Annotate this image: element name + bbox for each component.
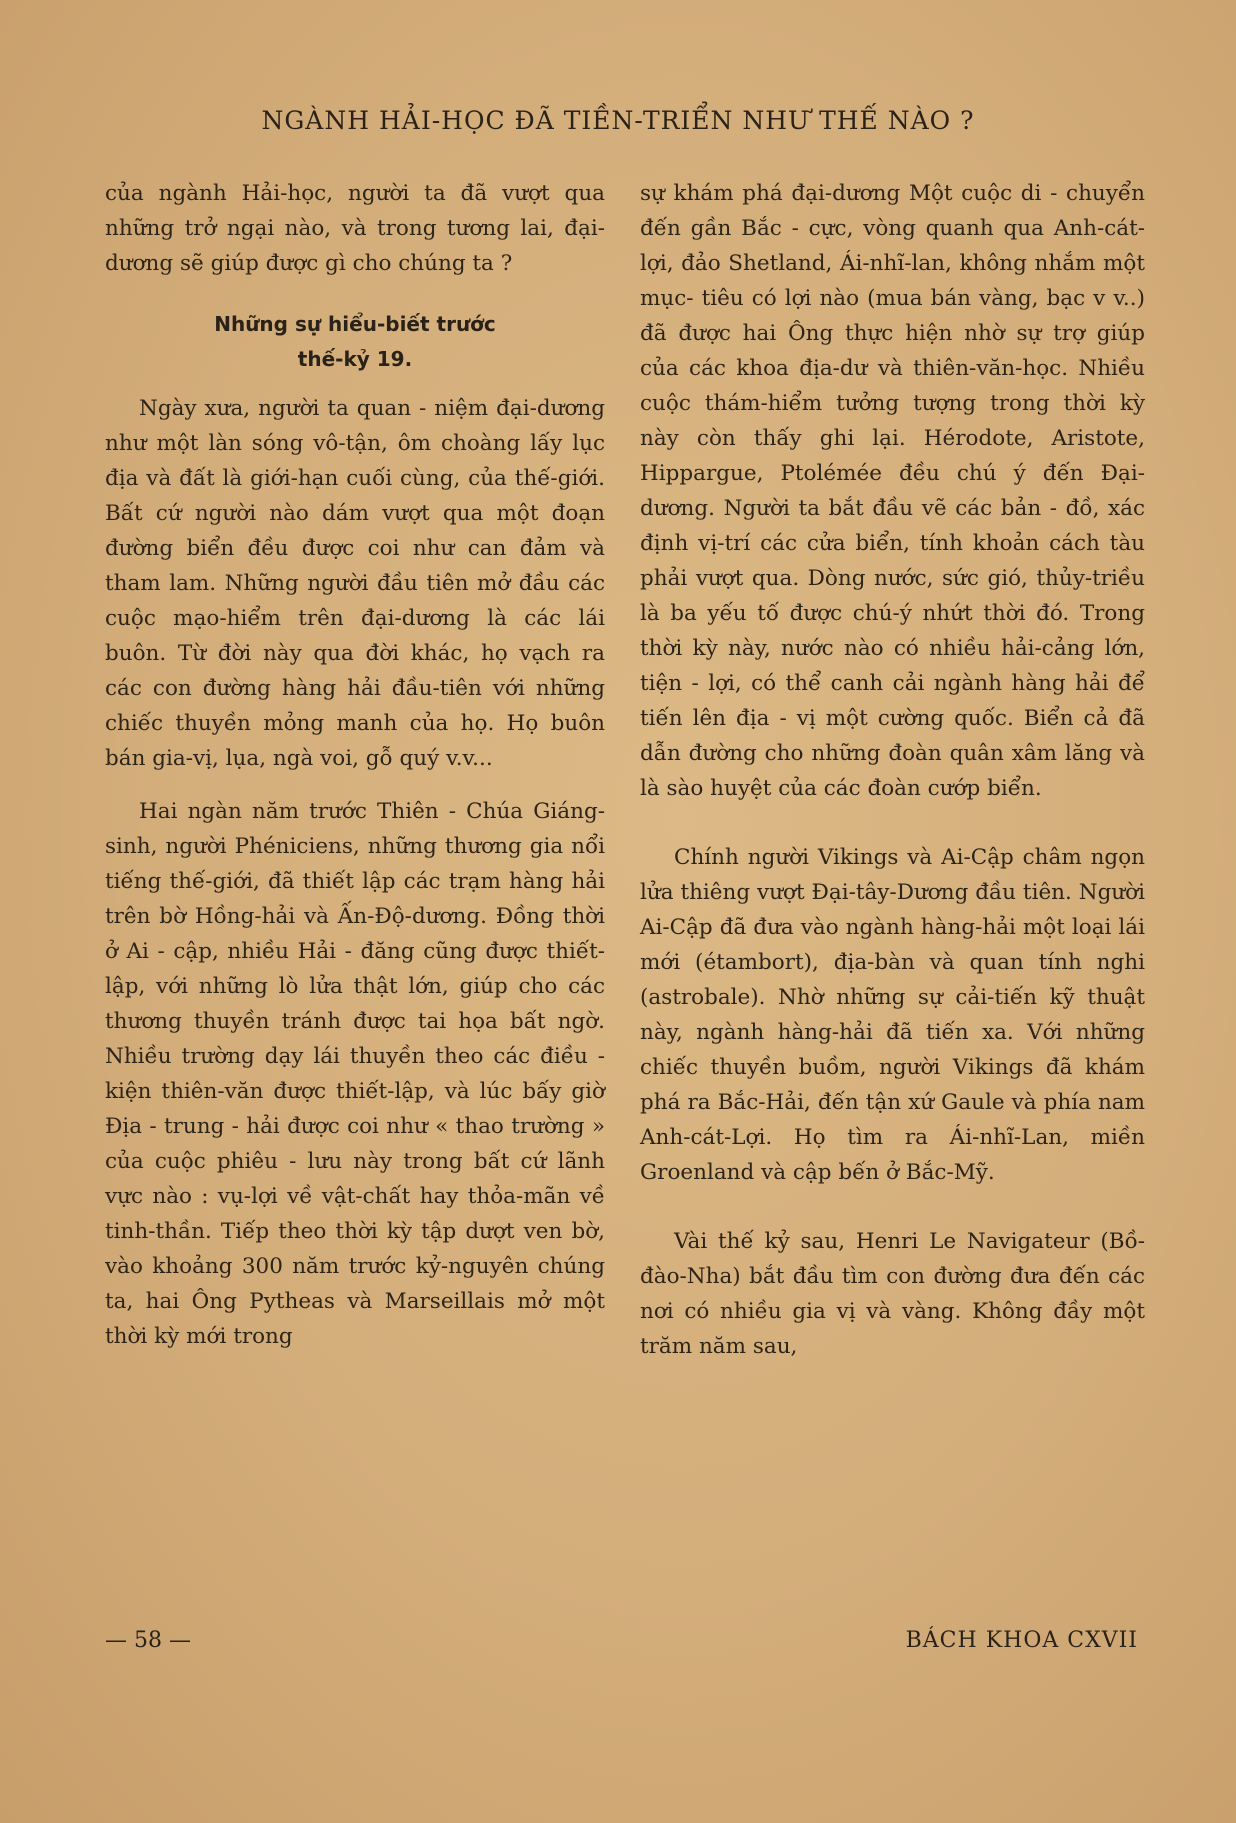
page-number: — 58 — — [105, 1628, 191, 1653]
publication-name: BÁCH KHOA CXVII — [905, 1628, 1138, 1653]
subheading-line-1: Những sự hiểu-biết trước — [214, 312, 496, 336]
right-column — [640, 176, 1145, 1364]
left-column — [105, 176, 605, 1354]
body-paragraph: Vài thế kỷ sau, Henri Le Navigateur (Bồ-đào-Nha) bắt đầu tìm con đường đưa đến các nơi có nhiều gia vị và vàng. Không đầy một trăm năm sau, — [640, 1229, 1145, 1359]
body-paragraph: Ngày xưa, người ta quan - niệm đại-dương như một làn sóng vô-tận, ôm choàng lấy lục địa và đất là giới-hạn cuối cùng, của thế-giới. Bất cứ người nào dám vượt qua một đoạn đường biển đều được coi như can đảm và tham lam. Những người đầu tiên mở đầu các cuộc mạo-hiểm trên đại-dương là các lái buôn. Từ đời này qua đời khác, họ vạch ra các con đường hàng hải đầu-tiên với những chiếc thuyền mỏng manh của họ. Họ buôn bán gia-vị, lụa, ngà voi, gỗ quý v.v... — [105, 396, 605, 771]
section-subheading — [105, 307, 605, 377]
body-paragraph: Chính người Vikings và Ai-Cập châm ngọn lửa thiêng vượt Đại-tây-Dương đầu tiên. Người Ai-Cập đã đưa vào ngành hàng-hải một loại lái mới (étambort), địa-bàn và quan tính nghi (astrobale). Nhờ những sự cải-tiến kỹ thuật này, ngành hàng-hải đã tiến xa. Với những chiếc thuyền buồm, người Vikings đã khám phá ra Bắc-Hải, đến tận xứ Gaule và phía nam Anh-cát-Lợi. Họ tìm ra Ái-nhĩ-Lan, miền Groenland và cập bến ở Bắc-Mỹ. — [640, 845, 1145, 1185]
intro-paragraph: của ngành Hải-học, người ta đã vượt qua những trở ngại nào, và trong tương lai, đại-dương sẽ giúp được gì cho chúng ta ? — [105, 181, 605, 276]
subheading-line-2: thế-kỷ 19. — [297, 347, 413, 371]
body-paragraph: Hai ngàn năm trước Thiên - Chúa Giáng-sinh, người Phéniciens, những thương gia nổi tiếng thế-giới, đã thiết lập các trạm hàng hải trên bờ Hồng-hải và Ấn-Độ-dương. Đồng thời ở Ai - cập, nhiều Hải - đăng cũng được thiết-lập, với những lò lửa thật lớn, giúp cho các thương thuyền tránh được tai họa bất ngờ. Nhiều trường dạy lái thuyền theo các điều - kiện thiên-văn được thiết-lập, và lúc bấy giờ Địa - trung - hải được coi như « thao trường » của cuộc phiêu - lưu này trong bất cứ lãnh vực nào : vụ-lợi về vật-chất hay thỏa-mãn về tinh-thần. Tiếp theo thời kỳ tập dượt ven bờ, vào khoảng 300 năm trước kỷ-nguyên chúng ta, hai Ông Pytheas và Marseillais mở một thời kỳ mới trong — [105, 799, 605, 1349]
body-paragraph: sự khám phá đại-dương Một cuộc di - chuyển đến gần Bắc - cực, vòng quanh qua Anh-cát-lợi, đảo Shetland, Ái-nhĩ-lan, không nhắm một mục- tiêu có lợi nào (mua bán vàng, bạc v v..) đã được hai Ông thực hiện nhờ sự trợ giúp của các khoa địa-dư và thiên-văn-học. Nhiều cuộc thám-hiểm tưởng tượng trong thời kỳ này còn thấy ghi lại. Hérodote, Aristote, Hippargue, Ptolémée đều chú ý đến Đại-dương. Người ta bắt đầu vẽ các bản - đồ, xác định vị-trí các cửa biển, tính khoản cách tàu phải vượt qua. Dòng nước, sức gió, thủy-triều là ba yếu tố được chú-ý nhứt thời đó. Trong thời kỳ này, nước nào có nhiều hải-cảng lớn, tiện - lợi, có thể canh cải ngành hàng hải để tiến lên địa - vị một cường quốc. Biển cả đã dẫn đường cho những đoàn quân xâm lăng và là sào huyệt của các đoàn cướp biển. — [640, 181, 1145, 801]
running-header: NGÀNH HẢI-HỌC ĐÃ TIỀN-TRIỂN NHƯ THẾ NÀO ? — [261, 106, 975, 135]
